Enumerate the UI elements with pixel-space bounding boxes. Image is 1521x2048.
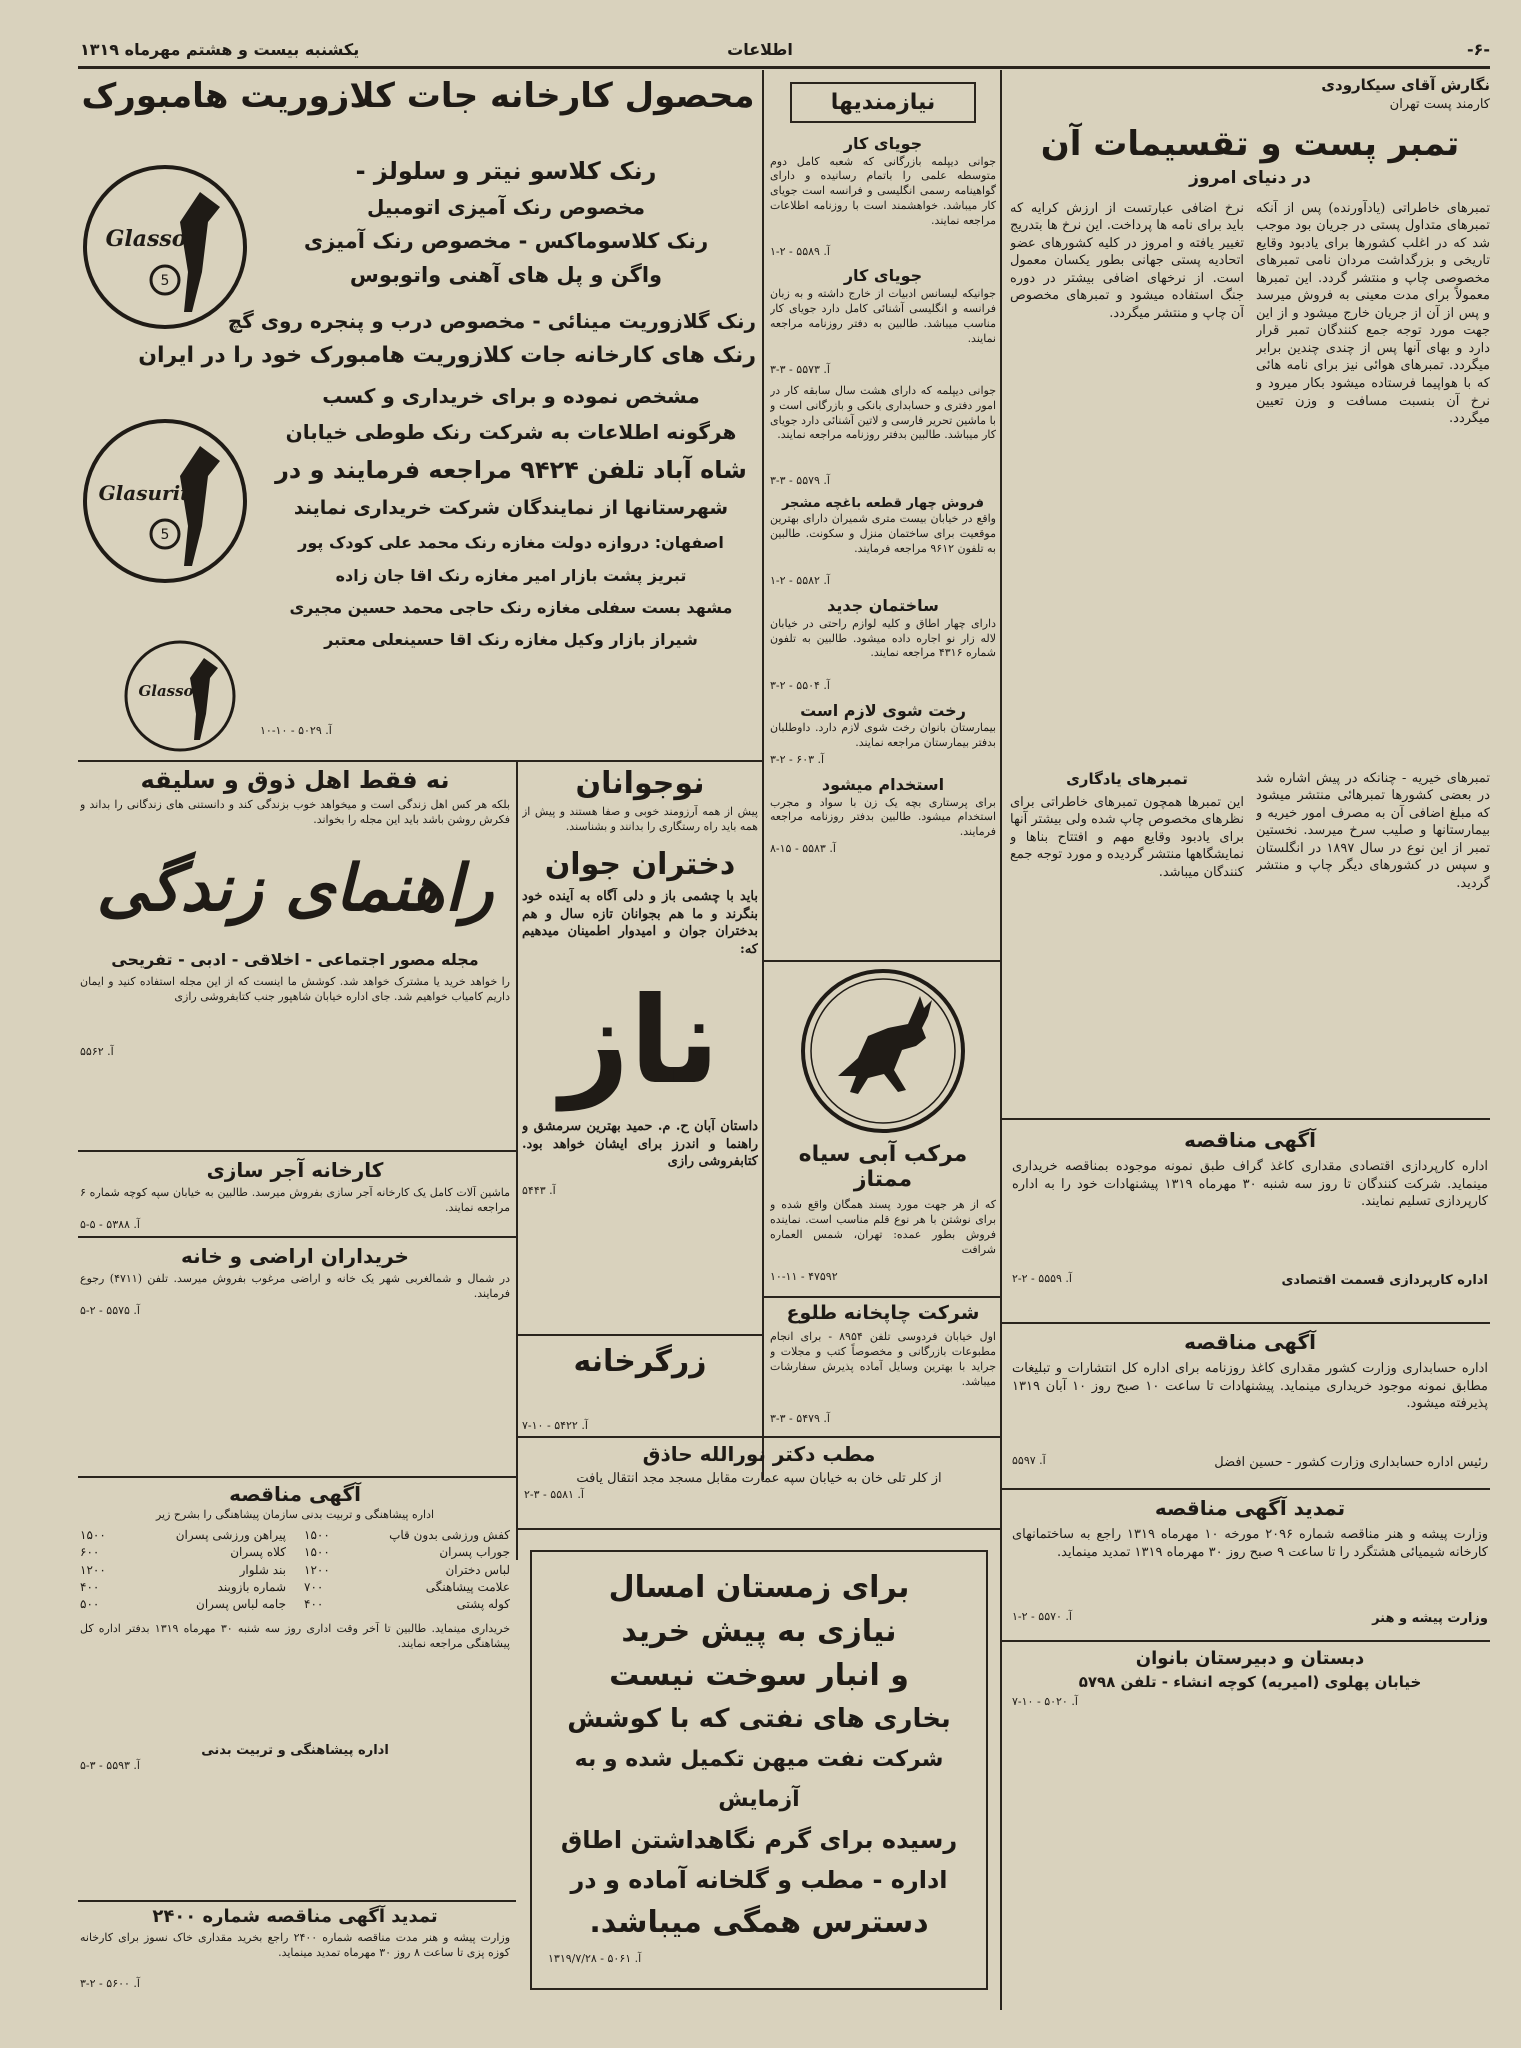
brick-factory-ad: [80, 1158, 510, 1233]
tender-row: جوراب پسران ۱۵۰۰: [304, 1545, 510, 1560]
naz-text-book: داستان آبان ح. م. حمید بهترین سرمشق و راهنما و اندرز برای ایشان خواهد بود. کتابفروشی رازی: [522, 1119, 758, 1170]
section-divider: [1002, 1322, 1490, 1324]
parrot-logo-icon: [110, 636, 240, 766]
tender-keshvar-code: آ. ۵۵۹۷: [1012, 1454, 1046, 1467]
svg-text:5: 5: [160, 527, 170, 543]
school-code: آ. ۵۰۲۰ - ۱۰-۷: [1012, 1695, 1078, 1708]
tender-row: کوله پشتی ۴۰۰: [304, 1597, 510, 1612]
tender-keshvar-sign: رئیس اداره حسابداری وزارت کشور - حسین افضل: [1214, 1455, 1488, 1470]
article: [1010, 76, 1490, 1116]
header-page-number: -۶-: [1466, 40, 1490, 59]
classified-item: [770, 774, 996, 856]
goldsmith-code: آ. ۵۴۲۲ - ۱۰-۷: [522, 1419, 588, 1432]
land-code: آ. ۵۵۷۵ - ۲-۵: [80, 1304, 140, 1317]
heater-line: نیازی به پیش خرید: [621, 1614, 897, 1649]
classified-code: آ. ۵۵۸۹ - ۲-۱: [770, 244, 830, 258]
classified-head: ساختمان جدید: [827, 596, 939, 616]
paint-phone-line: شاه آباد تلفن ۹۴۲۴ مراجعه فرمایند و در: [275, 456, 747, 484]
land-text: در شمال و شمالغربی شهر یک خانه و اراضی مرغوب بفروش میرسد. تلفن (۴۷۱۱) رجوع فرمایند.: [80, 1272, 510, 1300]
ink-ad: [770, 966, 996, 1285]
tender-vezarat-keshvar: [1012, 1330, 1488, 1472]
paint-lines: [256, 152, 756, 292]
brick-text: ماشین آلات کامل یک کارخانه آجر سازی بفروش میرسد. طالبین به خیابان سپه کوچه شماره ۶ مراجعه نمایند.: [80, 1186, 510, 1214]
classified-code: آ. ۵۵۷۹ - ۳-۳: [770, 473, 830, 487]
scout-tender: [80, 1482, 510, 1774]
article-subheading: تمبرهای یادگاری: [1066, 769, 1188, 788]
magazine-ad: [80, 766, 510, 1146]
tender-extension: [1012, 1496, 1488, 1628]
article-body-col4: این تمبرها همچون تمبرهای خاطراتی برای نظرهای مخصوص چاپ شده ولی بیشتر آنها برای یادبود وقایع مهم و افتتاح بناها و نمایشگاهها منتشر گردیده و مورد توجه جمع کنندگان میباشد.: [1010, 794, 1244, 880]
classified-text: واقع در خیابان بیست متری شمیران دارای بهترین موقعیت برای ساختمان منزل و سکونت. طالبین به تلفون ۹۶۱۲ مراجعه فرمایند.: [770, 512, 996, 555]
heater-line: دسترس همگی میباشد.: [589, 1905, 929, 1940]
scout-tender-text: خریداری مینماید. طالبین تا آخر وقت اداری روز سه شنبه ۳۰ مهرماه ۱۳۱۹ بدفتر اداره کل پیشاهنگی مراجعه نمایند.: [80, 1621, 510, 1650]
paint-agent: مشهد بست سفلی مغازه رنک حاجی محمد حسین مجیری: [289, 598, 733, 617]
tender-row: بند شلوار ۱۲۰۰: [80, 1562, 286, 1577]
tender-kaghaz-code: آ. ۵۵۵۹ - ۲-۲: [1012, 1272, 1072, 1285]
tender-row: کلاه پسران ۶۰۰: [80, 1545, 286, 1560]
magazine-subtitle: مجله مصور اجتماعی - اخلاقی - ادبی - تفریحی: [111, 950, 479, 969]
tender-kaghaz-title: آگهی مناقصه: [1184, 1128, 1316, 1152]
classified-item: [770, 595, 996, 693]
paint-line: واگن و پل های آهنی واتوبوس: [349, 263, 663, 287]
scout-tender-sub: اداره پیشاهنگی و تربیت بدنی سازمان پیشاهنگی را بشرح زیر: [155, 1508, 435, 1521]
article-body-col2: نرخ اضافی عبارتست از ارزش کرایه که باید برای نامه ها پرداخت. این نرخ ها بتدریج تغییر یافته و امروز در کلیه کشورهای عضو اتحادیه پستی جهانی بطور یکسان معمول است. از نرخهای اضافی بیشتر در دوره جنگ استفاده میشود و تمبرهای مخصوص آن چاپ و منتشر میگردد.: [1010, 200, 1244, 321]
classified-head: استخدام میشود: [821, 774, 945, 794]
brick-code: آ. ۵۳۸۸ - ۵-۵: [80, 1218, 140, 1231]
article-byline-sub: کارمند پست تهران: [1389, 97, 1490, 112]
paint-lines: [80, 304, 756, 374]
magazine-title: راهنمای زندگی: [96, 852, 494, 926]
logo-label-glasso: Glasso: [105, 226, 187, 252]
tender-row: لباس دختران ۱۲۰۰: [304, 1562, 510, 1577]
tender-extension-sign: وزارت پیشه و هنر: [1372, 1611, 1488, 1626]
magazine-code: آ. ۵۵۶۲: [80, 1045, 114, 1058]
paint-code: آ. ۵۰۲۹ - ۱۰-۱۰: [260, 724, 332, 737]
classified-code: آ. ۵۵۰۴ - ۲-۳: [770, 678, 830, 692]
goldsmith-title: زرگرخانه: [573, 1344, 707, 1379]
naz-big-mark: ناز: [560, 972, 720, 1111]
article-byline: نگارش آقای سیکارودی: [1321, 76, 1490, 94]
scout-tender-list: [80, 1527, 510, 1614]
classified-code: آ. ۵۵۸۲ - ۲-۱: [770, 574, 830, 588]
renewal-title: تمدید آگهی مناقصه شماره ۲۴۰۰: [152, 1906, 438, 1927]
scout-tender-code: آ. ۵۵۹۳ - ۳-۵: [80, 1759, 140, 1773]
classified-item: [770, 700, 996, 768]
tender-row: کفش ورزشی بدون قاپ ۱۵۰۰: [304, 1527, 510, 1542]
section-divider: [516, 1436, 1002, 1438]
tender-extension-code: آ. ۵۵۷۰ - ۲-۱: [1012, 1610, 1072, 1623]
deer-emblem-icon: [798, 966, 968, 1136]
naz-title-girls: دختران جوان: [544, 847, 736, 882]
column-divider: [516, 760, 518, 1560]
classified-text: جوانی دیپلمه که دارای هشت سال سابقه کار در امور دفتری و حسابداری بانکی و بازرگانی است و با ماشین تحریر فارسی و لاتین آشنائی دارد جویای کار میباشد. طالبین بدفتر روزنامه مراجعه نمایند.: [770, 383, 996, 442]
article-title: تمبر پست و تقسیمات آن: [1040, 123, 1460, 164]
magazine-headline: نه فقط اهل ذوق و سلیقه: [140, 766, 450, 794]
renewal-text: وزارت پیشه و هنر مدت مناقصه شماره ۲۴۰۰ راجع بخرید مقداری خاک نسوز برای کارخانه کوزه پزی تا ساعت ۸ روز ۳۰ مهرماه تمدید مینماید.: [80, 1931, 510, 1959]
paint-agent: اصفهان: دروازه دولت مغازه رنک محمد علی کودک پور: [298, 533, 724, 552]
print-house-ad: [770, 1302, 996, 1427]
doctor-title: مطب دکتر نورالله حاذق: [642, 1442, 876, 1466]
classified-text: جوانیکه لیسانس ادبیات از خارج داشته و به زبان فرانسه و انگلیسی آشنائی کامل دارد جویای کار مناسب میباشد. طالبین به دفتر روزنامه مراجعه نمایند.: [770, 287, 996, 345]
renewal-code: آ. ۵۶۰۰ - ۲-۳: [80, 1977, 140, 1990]
classified-text: دارای چهار اطاق و کلیه لوازم راحتی در خیابان لاله زار نو اجاره داده میشود. طالبین به تلفون شماره ۴۳۱۶ مراجعه نمایند.: [770, 616, 996, 660]
header-section: اطلاعات: [727, 40, 793, 59]
heater-line: شرکت نفت میهن تکمیل شده و به آزمایش: [574, 1747, 944, 1812]
section-divider: [764, 960, 1000, 962]
naz-book-ad: [522, 766, 758, 1326]
svg-text:5: 5: [160, 273, 170, 289]
section-divider: [1002, 1118, 1490, 1120]
paint-line: مخصوص رنک آمیزی اتومبیل: [367, 195, 645, 219]
header-date: یکشنبه بیست و هشتم مهرماه ۱۳۱۹: [80, 40, 360, 59]
section-divider: [78, 1476, 516, 1478]
classified-code: آ. ۵۵۷۳ - ۳-۳: [770, 363, 830, 377]
tender-keshvar-title: آگهی مناقصه: [1184, 1330, 1316, 1354]
land-ad: [80, 1244, 510, 1319]
tender-kaghaz-text: اداره کارپردازی اقتصادی مقداری کاغذ گراف طبق نمونه موجوده بمناقصه خریداری مینماید. شرکت کنندگان تا روز سه شنبه ۳۰ مهرماه ۱۳۱۹ پیشنهادات خود را به اداره کارپردازی تسلیم نمایند.: [1012, 1159, 1488, 1210]
goldsmith-ad: [522, 1344, 758, 1434]
header-rule: [78, 66, 1490, 69]
print-title: شرکت چاپخانه طلوع: [786, 1302, 980, 1324]
column-divider: [1000, 70, 1002, 2010]
doctor-ad: [524, 1442, 994, 1502]
article-subtitle: در دنیای امروز: [1189, 167, 1311, 188]
scout-tender-title: آگهی مناقصه: [229, 1482, 361, 1506]
ink-title: مرکب آبی سیاه ممتاز: [798, 1142, 968, 1192]
heater-line: بخاری های نفتی که با کوشش: [567, 1704, 951, 1734]
magazine-text: را خواهد خرید یا مشترک خواهد شد. کوشش ما اینست که از این مجله استفاده کنید و ایمان داریم کامیاب خواهیم شد. جای اداره خیابان شاهپور جنب کتابفروشی رازی: [80, 975, 510, 1003]
section-divider: [78, 1900, 516, 1902]
column-divider: [762, 70, 764, 1480]
magazine-intro: بلکه هر کس اهل زندگی است و میخواهد خوب بزندگی کند و دانستنی های زندگانی را بداند و فکرش روشن باشد باید این مجله را بخواند.: [80, 798, 510, 826]
tender-extension-text: وزارت پیشه و هنر مناقصه شماره ۲۰۹۶ مورخه ۱۰ مهرماه ۱۳۱۹ راجع به ساختمانهای کارخانه شیمیائی هشتگرد را تا ساعت ۹ صبح روز ۳۰ مهرماه ۱۳۱۹ تمدید مینماید.: [1012, 1527, 1488, 1560]
doctor-text: از کلر تلی خان به خیابان سپه عمارت مقابل مسجد مجد انتقال یافت: [576, 1471, 942, 1486]
scout-tender-sign: اداره پیشاهنگی و تربیت بدنی: [201, 1742, 389, 1758]
logo-label-glasso-small: Glasso: [138, 682, 194, 700]
article-body-col3: تمبرهای خیریه - چنانکه در پیش اشاره شد در بعضی کشورها تمبرهائی منتشر میشود که مبلغ اضافی آن به مصرف امور خیریه و بیمارستانها و صلیب سرخ میرسد. نخستین تمبر از این نوع در سال ۱۸۹۷ در انگلستان و سپس در کشورهای دیگر چاپ و منتشر گردید.: [1256, 770, 1490, 891]
heater-line: برای زمستان امسال: [608, 1570, 910, 1605]
paint-line: رنک گلازوریت مینائی - مخصوص درب و پنجره روی گچ: [227, 309, 756, 333]
tender-row: جامه لباس پسران ۵۰۰: [80, 1597, 286, 1612]
logo-label-glasurit: Glasurit: [98, 481, 190, 505]
heater-code: آ. ۵۰۶۱ - ۱۳۱۹/۷/۲۸: [548, 1952, 642, 1965]
ink-code: ۴۷۵۹۲ - ۱۰-۱۱: [770, 1270, 838, 1283]
classified-head: جویای کار: [843, 266, 923, 286]
classified-head: رخت شوی لازم است: [800, 700, 966, 720]
brick-title: کارخانه آجر سازی: [206, 1158, 384, 1182]
naz-text-girls: باید با چشمی باز و دلی آگاه به آینده خود بنگرند و ما هم بجوانان تازه سال و هم بدختران جوان و امیدوار اطمینان میدهیم که:: [522, 889, 758, 957]
section-divider: [78, 1236, 516, 1238]
article-body-col1: تمبرهای خاطراتی (یادآورنده) پس از آنکه تمبرهای متداول پستی در جریان بود موجب شد که در اغلب کشورها برای یادبود وقایع تاریخی و بزرگداشت مردان نامی تمبرهای مخصوصی چاپ و منتشر گردد. این تمبرها معمولاً برای مدت معینی به فروش میرسد و پس از آن از جریان خارج میشود و از این جهت مورد توجه جمع کنندگان تمبر قرار دارد و بهای آنها پس از چندی چندین برابر میگردد. تمبرهای هوائی نیز برای نامه هائی که با هواپیما فرستاده میشود بکار میرود و نرخ آن بنسبت مسافت و وزن تعیین میگردد.: [1256, 200, 1490, 427]
paint-ad: [80, 76, 756, 756]
paint-agent: شیراز بازار وکیل مغازه رنک اقا حسینعلی معتبر: [324, 630, 698, 649]
school-ad: [1012, 1648, 1488, 1710]
classified-head: فروش چهار قطعه باغچه مشجر: [781, 495, 985, 511]
paint-line: مشخص نموده و برای خریداری و کسب: [322, 384, 700, 408]
classified-item: [770, 495, 996, 589]
paint-line: شهرستانها از نمایندگان شرکت خریداری نمایند: [293, 497, 729, 519]
classified-code: آ. ۶۰۳ - ۲-۳: [770, 753, 825, 767]
school-title: دبستان و دبیرستان بانوان: [1135, 1648, 1365, 1669]
paint-lines: [266, 378, 756, 656]
tender-row: علامت پیشاهنگی ۷۰۰: [304, 1580, 510, 1595]
paint-line: هرگونه اطلاعات به شرکت رنک طوطی خیابان: [285, 420, 737, 444]
classified-item: [770, 265, 996, 377]
section-divider: [764, 1296, 1000, 1298]
section-divider: [78, 1150, 516, 1152]
section-divider: [516, 1528, 1002, 1530]
parrot-logo-icon: [80, 416, 250, 586]
classified-text: برای پرستاری بچه یک زن با سواد و مجرب استخدام میشود. طالبین بدفتر روزنامه مراجعه فرمایند.: [770, 795, 996, 839]
classified-text: بیمارستان بانوان رخت شوی لازم دارد. داوطلبان بدفتر بیمارستان مراجعه نمایند.: [770, 721, 996, 749]
heater-line: رسیده برای گرم نگاهداشتن اطاق: [560, 1826, 958, 1854]
print-text: اول خیابان فردوسی تلفن ۸۹۵۴ - برای انجام مطبوعات بازرگانی و مخصوصاً کتب و مجلات و جراید با بهترین وسایل آماده پذیرش سفارشات میباشد.: [770, 1330, 996, 1388]
paint-agent: تبریز پشت بازار امیر مغازه رنک اقا جان زاده: [335, 566, 687, 585]
tender-keshvar-text: اداره حسابداری وزارت کشور مقداری کاغذ روزنامه برای اداره کل انتشارات و تبلیغات مطابق نمونه موجود خریداری مینماید. پیشنهادات تا ساعت ۱۰ صبح روز ۱۰ آبان ۱۳۱۹ پذیرفته میشود.: [1012, 1361, 1488, 1412]
heater-line: اداره - مطب و گلخانه آماده و در: [570, 1866, 948, 1894]
paint-line: رنک کلاسو نیتر و سلولز -: [355, 157, 657, 185]
classified-item: [770, 133, 996, 259]
classifieds: [770, 76, 996, 862]
classified-item: [770, 384, 996, 489]
renewal-tender: [80, 1906, 510, 1992]
classified-head: جویای کار: [843, 134, 923, 153]
paint-line: رنک کلاسوماکس - مخصوص رنک آمیزی: [303, 229, 709, 253]
naz-text-youth: پیش از همه آرزومند خوبی و صفا هستند و پیش از همه باید راه رستگاری را بدانند و بشناسند.: [522, 805, 758, 833]
heater-line: و انبار سوخت نیست: [609, 1658, 909, 1693]
print-code: آ. ۵۴۷۹ - ۳-۳: [770, 1412, 830, 1425]
section-divider: [518, 1334, 764, 1336]
school-text: خیابان پهلوی (امیریه) کوچه انشاء - تلفن ۵۷۹۸: [1078, 1673, 1422, 1691]
tender-extension-title: تمدید آگهی مناقصه: [1154, 1496, 1346, 1520]
section-divider: [1002, 1488, 1490, 1490]
classified-code: آ. ۵۵۸۳ - ۱۵-۸: [770, 841, 836, 855]
doctor-code: آ. ۵۵۸۱ - ۳-۲: [524, 1487, 584, 1501]
tender-row: پیراهن ورزشی پسران ۱۵۰۰: [80, 1527, 286, 1542]
naz-title-youth: نوجوانان: [575, 766, 705, 801]
section-divider: [1002, 1640, 1490, 1642]
oil-heater-ad: [530, 1550, 988, 1990]
paint-line: رنک های کارخانه جات کلازوریت هامبورک خود را در ایران: [138, 343, 756, 368]
ink-text: که از هر جهت مورد پسند همگان واقع شده و برای نوشتن با هر نوع قلم مناسب است. نماینده فروش بطور عمده: تهران، شمس العماره شرافت: [770, 1198, 996, 1256]
naz-code: آ. ۵۴۴۳: [522, 1184, 556, 1197]
tender-kaghaz-sign: اداره کارپردازی قسمت اقتصادی: [1281, 1273, 1488, 1288]
classified-text: جوانی دیپلمه بازرگانی که شعبه کامل دوم متوسطه علمی را باتمام رسانیده و دارای گواهینامه رسمی انگلیسی و فرانسه است جویای کار میباشد. خواهشمند است با روزنامه اطلاعات مراجعه نمایند.: [770, 154, 996, 227]
classifieds-banner: نیازمندیها: [790, 82, 976, 123]
tender-row: شماره بازوبند ۴۰۰: [80, 1580, 286, 1595]
tender-kaghaz: [1012, 1128, 1488, 1290]
classified-list: [770, 133, 996, 856]
land-title: خریداران اراضی و خانه: [181, 1244, 409, 1268]
paint-title: محصول کارخانه جات کلازوریت هامبورک: [81, 76, 755, 116]
